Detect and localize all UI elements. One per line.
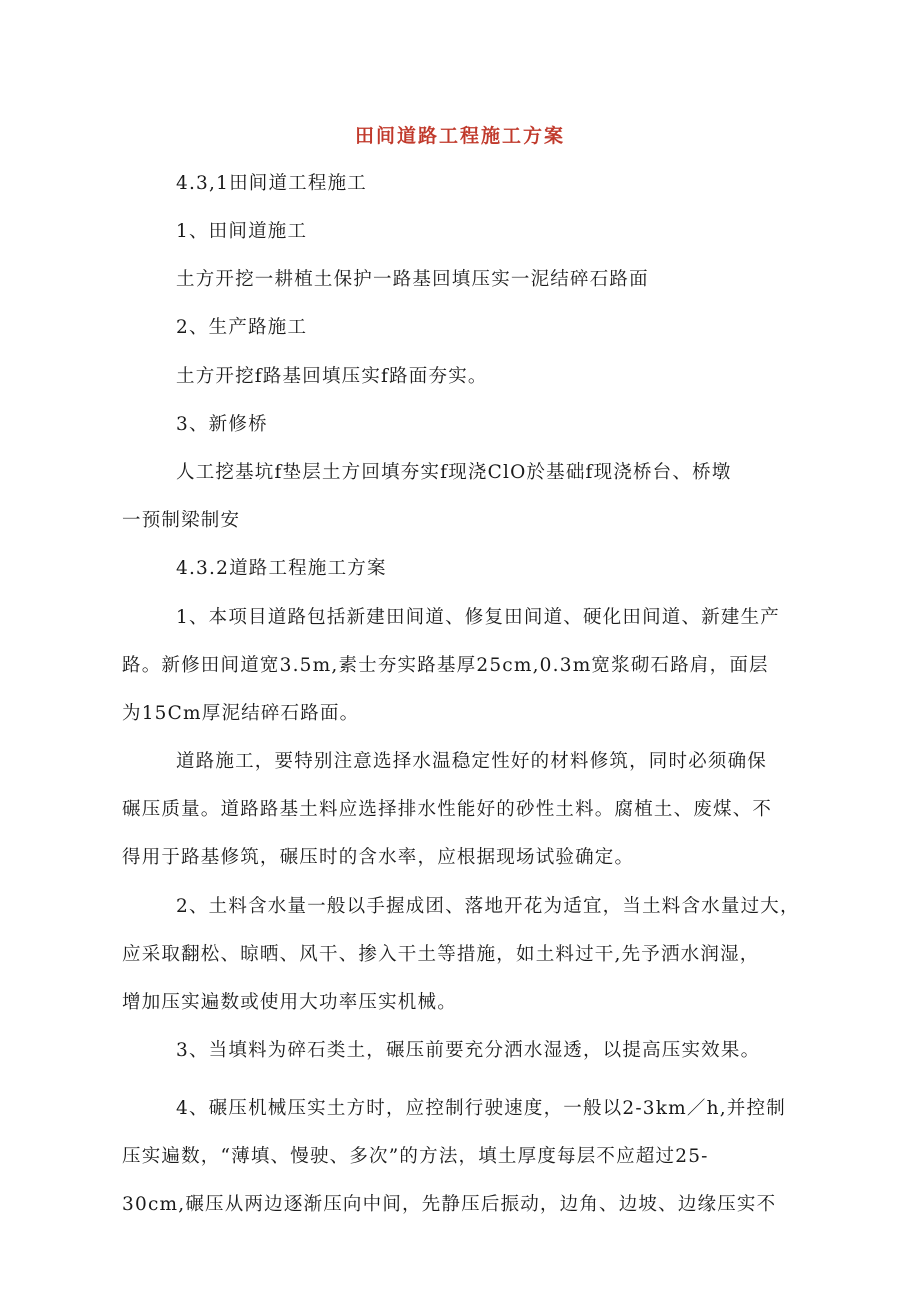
- section-heading-4-3-2: 4.3.2道路工程施工方案: [176, 558, 387, 579]
- section-heading-4-3-1: 4.3,1田间道工程施工: [176, 173, 367, 194]
- paragraph-bridge-flow-line-2: 一预制梁制安: [122, 510, 241, 531]
- paragraph-line: 道路施工，要特别注意选择水温稳定性好的材料修筑，同时必须确保: [176, 751, 768, 772]
- paragraph-field-road-flow: 土方开挖一耕植土保护一路基回填压实一泥结碎石路面: [176, 269, 649, 290]
- subsection-heading-3: 3、新修桥: [176, 414, 268, 435]
- paragraph-line: 应采取翻松、晾晒、风干、掺入干土等措施，如土料过干,先予洒水润湿，: [122, 944, 760, 965]
- page-title: 田间道路工程施工方案: [354, 125, 565, 147]
- paragraph-line: 得用于路基修筑，碾压时的含水率，应根据现场试验确定。: [122, 847, 635, 868]
- paragraph-line: 30cm,碾压从两边逐渐压向中间，先静压后振动，边角、边坡、边缘压实不: [122, 1194, 777, 1215]
- subsection-heading-2: 2、生产路施工: [176, 317, 308, 338]
- paragraph-line: 压实遍数，“薄填、慢驶、多次”的方法，填土厚度每层不应超过25-: [122, 1146, 709, 1167]
- paragraph-line: 碾压质量。道路路基土料应选择排水性能好的砂性土料。腐植土、废煤、不: [122, 799, 773, 820]
- paragraph-production-road-flow: 土方开挖f路基回填压实f路面夯实。: [176, 366, 488, 387]
- paragraph-line: 为15Cm厚泥结碎石路面。: [122, 703, 360, 724]
- paragraph-line: 1、本项目道路包括新建田间道、修复田间道、硬化田间道、新建生产: [176, 607, 780, 628]
- subsection-heading-1: 1、田间道施工: [176, 221, 308, 242]
- paragraph-line: 增加压实遍数或使用大功率压实机械。: [122, 992, 457, 1013]
- paragraph-line: 3、当填料为碎石类土，碾压前要充分洒水湿透，以提高压实效果。: [176, 1040, 761, 1061]
- paragraph-line: 路。新修田间道宽3.5m,素士夯实路基厚25cm,0.3m宽浆砌石路肩，面层: [122, 655, 769, 676]
- paragraph-line: 2、土料含水量一般以手握成团、落地开花为适宜，当土料含水量过大，: [176, 896, 800, 917]
- paragraph-bridge-flow-line-1: 人工挖基坑f垫层土方回填夯实f现浇ClO於基础f现浇桥台、桥墩: [176, 462, 732, 483]
- paragraph-line: 4、碾压机械压实土方时，应控制行驶速度，一般以2-3km／h,并控制: [176, 1098, 786, 1119]
